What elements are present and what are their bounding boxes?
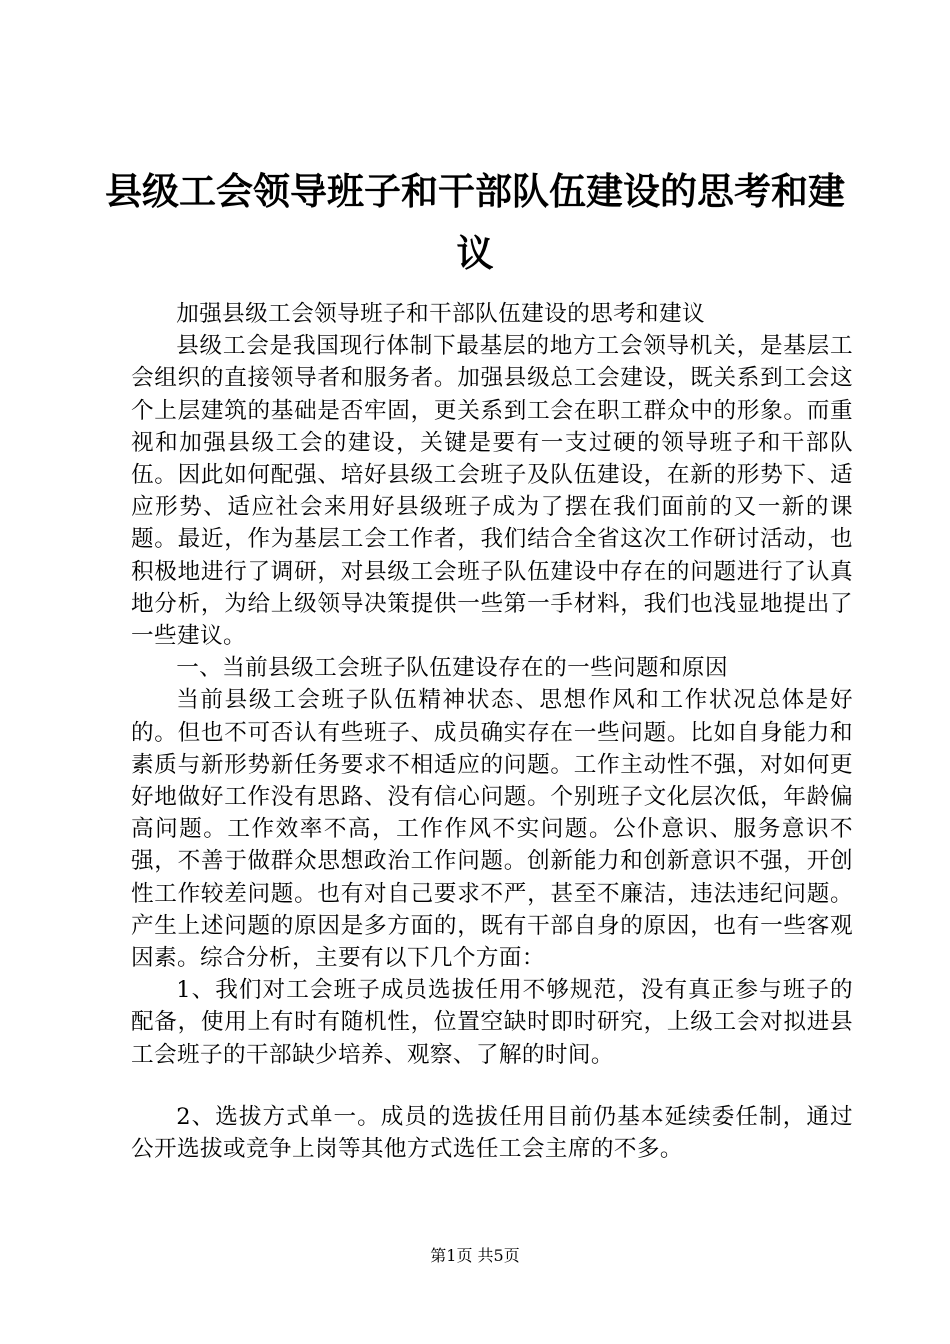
paragraph-problems: 当前县级工会班子队伍精神状态、思想作风和工作状况总体是好的。但也不可否认有些班子、成员确实存在一些问题。比如自身能力和素质与新形势新任务要求不相适应的问题。工作主动性不强，对如何更好地做好工作没有思路、没有信心问题。个别班子文化层次低，年龄偏高问题。工作效率不高，工作作风不实问题。公仆意识、服务意识不强，不善于做群众思想政治工作问题。创新能力和创新意识不强，开创性工作较差问题。也有对自己要求不严，甚至不廉洁，违法违纪问题。产生上述问题的原因是多方面的，既有干部自身的原因，也有一些客观因素。综合分析，主要有以下几个方面： [131, 687, 853, 972]
document-title: 县级工会领导班子和干部队伍建设的思考和建议 [105, 169, 845, 275]
paragraph-point-1: 1、我们对工会班子成员选拔任用不够规范，没有真正参与班子的配备，使用上有时有随机性，位置空缺时即时研究，上级工会对拟进县工会班子的干部缺少培养、观察、了解的时间。 [131, 977, 853, 1068]
section-heading-1: 一、当前县级工会班子队伍建设存在的一些问题和原因 [176, 655, 729, 682]
paragraph-intro: 县级工会是我国现行体制下最基层的地方工会领导机关，是基层工会组织的直接领导者和服务者。加强县级总工会建设，既关系到工会这个上层建筑的基础是否牢固，更关系到工会在职工群众中的形象。而重视和加强县级工会的建设，关键是要有一支过硬的领导班子和干部队伍。因此如何配强、培好县级工会班子及队伍建设，在新的形势下、适应形势、适应社会来用好县级班子成为了摆在我们面前的又一新的课题。最近，作为基层工会工作者，我们结合全省这次工作研讨活动，也积极地进行了调研，对县级工会班子队伍建设中存在的问题进行了认真地分析，为给上级领导决策提供一些第一手材料，我们也浅显地提出了一些建议。 [131, 333, 853, 650]
paragraph-point-2: 2、选拔方式单一。成员的选拔任用目前仍基本延续委任制，通过公开选拔或竞争上岗等其他方式选任工会主席的不多。 [131, 1103, 853, 1163]
document-body [131, 298, 853, 1165]
paragraph-subtitle: 加强县级工会领导班子和干部队伍建设的思考和建议 [176, 301, 706, 327]
page-number-footer: 第1页 共5页 [430, 1246, 520, 1265]
